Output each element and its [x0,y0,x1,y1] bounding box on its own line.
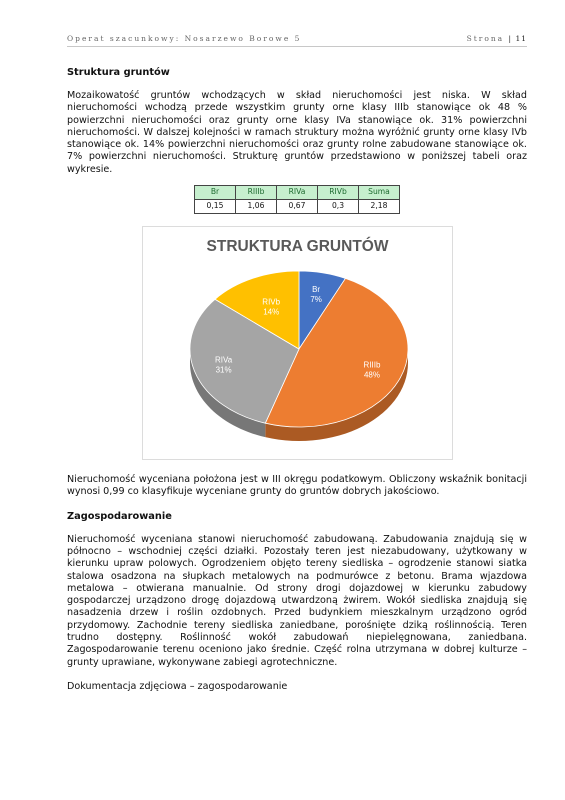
header-page-label: Strona [466,34,505,43]
pie-label-percent: 48% [363,370,381,380]
table-header-cell: RIVa [277,186,318,200]
pie-chart [142,226,453,460]
chart-title: STRUKTURA GRUNTÓW [206,238,389,256]
header-document-title: Operat szacunkowy: Nosarzewo Borowe 5 [67,34,302,43]
header-page-info [467,34,527,43]
photo-documentation-caption: Dokumentacja zdjęciowa – zagospodarowanie [67,680,288,692]
table-header-cell: Br [195,186,236,200]
section-title-soil-structure: Struktura gruntów [67,67,170,78]
pie-chart-svg [143,227,452,459]
table-cell: 1,06 [236,200,277,214]
pie-label-category: RIVa [214,355,233,365]
header-page-number: | 11 [508,34,527,43]
table-cell: 0,15 [195,200,236,214]
soil-structure-paragraph: Mozaikowatość gruntów wchodzących w skład nieruchomości jest niska. W skład nieruchomości wchodzą przede wszystkim grunty orne klasy IIIb stanowiące ok 48 % powierzchni nieruchomości oraz grunty orne klasy IVa stanowiące ok. 31% powierzchni nieruchomości. W dalszej kolejności w ramach struktury można wyróżnić grunty orne klasy IVb stanowiące ok. 14% powierzchni nieruchomości oraz grunty rolne zabudowane stanowiące ok. 7% powierzchni nieruchomości. Strukturę gruntów przedstawiono w poniższej tabeli oraz wykresie. [67,90,527,175]
pie-label-category: RIVb [262,297,281,307]
pie-label-category: RIIIb [363,360,381,370]
tax-district-paragraph: Nieruchomość wyceniana położona jest w III okręgu podatkowym. Obliczony wskaźnik bonitacji wynosi 0,99 co klasyfikuje wyceniane grunty do gruntów dobrych jakościowo. [67,474,527,498]
pie-label-category: Br [312,285,321,295]
table-row [195,200,400,214]
pie-label-percent: 7% [310,295,322,305]
table-header-cell: RIVb [318,186,359,200]
soil-class-table [194,185,400,214]
page-header [67,32,527,47]
table-header-cell: Suma [359,186,400,200]
section-title-development: Zagospodarowanie [67,510,172,522]
pie-label-percent: 14% [263,307,280,317]
table-cell: 0,67 [277,200,318,214]
document-body [67,67,527,693]
pie-label-percent: 31% [215,365,232,375]
development-paragraph: Nieruchomość wyceniana stanowi nieruchomość zabudowaną. Zabudowania znajdują się w północno – wschodniej części działki. Pozostały teren jest niezabudowany, użytkowany w kierunku upraw polowych. Ogrodzeniem objęto tereny siedliska – ogrodzenie stanowi siatka stalowa osadzona na słupkach metalowych na podmurówce z betonu. Brama wjazdowa metalowa – otwierana manualnie. Od strony drogi dojazdowej w kierunku zabudowy gospodarczej urządzono drogę dojazdową utwardzoną żwirem. Wokół siedliska znajdują się nasadzenia drzew i roślin ozdobnych. Przed budynkiem mieszkalnym urządzono ogród przydomowy. Zachodnie tereny siedliska zaniedbane, porośnięte dziką roślinnością. Teren trudno dostępny. Roślinność wokół zabudowań niepielęgnowana, zaniedbana. Zagospodarowanie terenu oceniono jako średnie. Część rolna utrzymana w dobrej kulturze – grunty uprawiane, wykonywane zabiegi agrotechniczne. [67,533,527,668]
table-cell: 2,18 [359,200,400,214]
table-header-row [195,186,400,200]
table-cell: 0,3 [318,200,359,214]
table-header-cell: RIIIb [236,186,277,200]
